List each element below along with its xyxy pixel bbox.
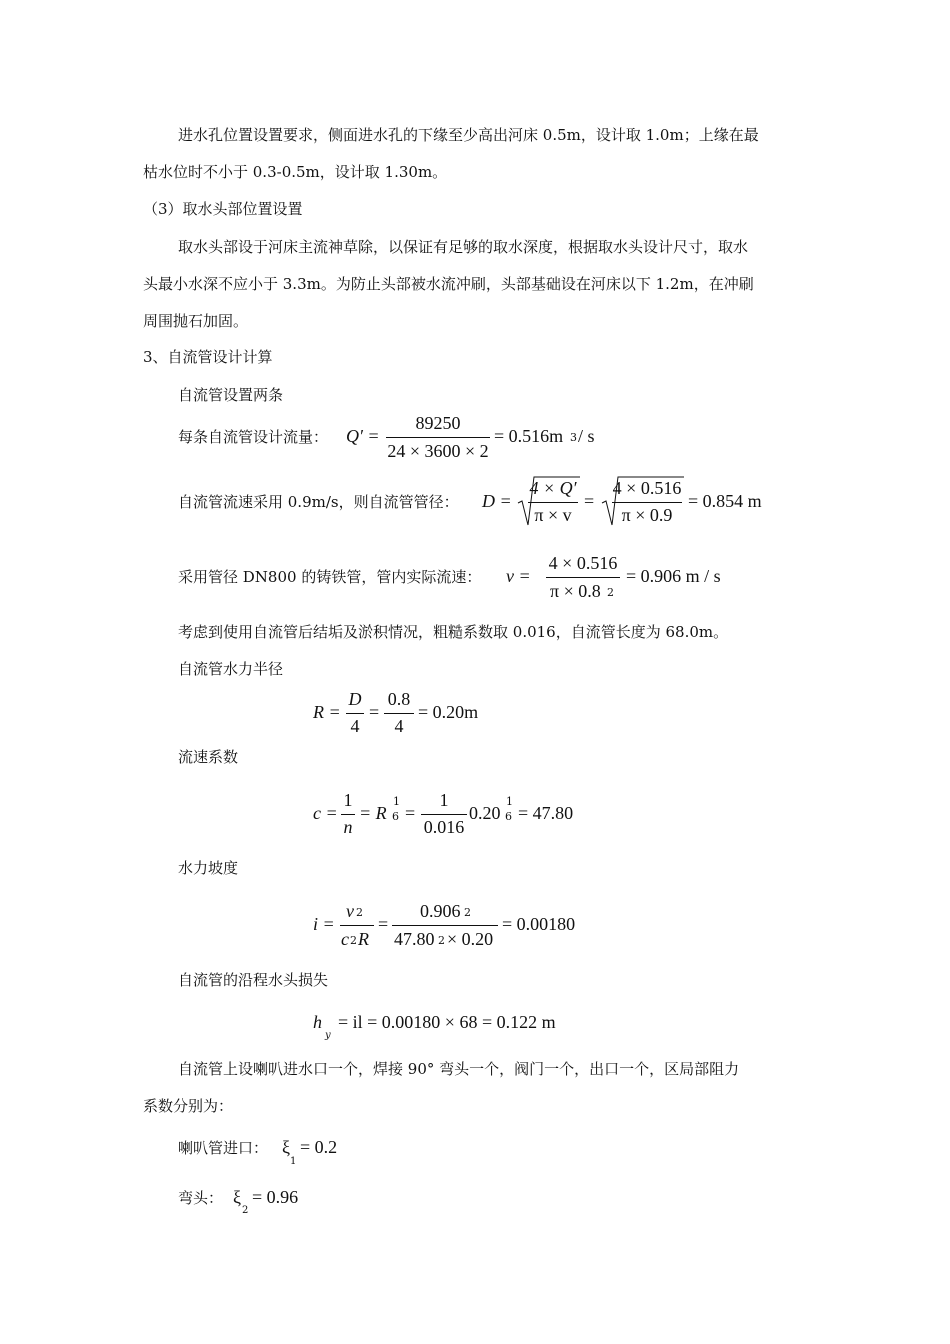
slope-bar-1	[340, 925, 374, 926]
para1-line1: 进水孔位置设置要求，侧面进水孔的下缘至少高出河床 0.5m，设计取 1.0m；上缘在最	[178, 126, 759, 144]
xi1-symbol: ξ	[282, 1137, 291, 1157]
slope-den1-tail: R	[358, 929, 369, 949]
coef-base2: 0.20	[469, 803, 501, 823]
radius-denominator-1: 4	[350, 716, 360, 736]
diameter-bar-1	[528, 502, 578, 503]
roughness-text: 考虑到使用自流管后结垢及淤积情况，粗糙系数取 0.016，自流管长度为 68.0m。	[178, 623, 729, 641]
flow-fraction-bar	[386, 437, 490, 438]
slope-lhs: i =	[313, 914, 335, 934]
xi1-subscript: 1	[290, 1156, 297, 1167]
diameter-rhs: = 0.854 m	[688, 491, 762, 511]
velocity-lhs: v =	[506, 566, 531, 586]
velocity-numerator: 4 × 0.516	[548, 553, 618, 573]
radius-numerator-1: D	[348, 689, 362, 709]
coef-numerator-1: 1	[343, 790, 353, 810]
coef-label: 流速系数	[178, 748, 239, 766]
slope-den1-exp: 2	[350, 934, 357, 947]
coef-eq2: =	[405, 803, 416, 823]
slope-label: 水力坡度	[178, 859, 239, 877]
local-loss-line1: 自流管上设喇叭进水口一个，焊接 90° 弯头一个，阀门一个，出口一个，区局部阻力	[178, 1060, 740, 1078]
section-title: 3、自流管设计计算	[143, 348, 273, 366]
radius-numerator-2: 0.8	[387, 689, 411, 709]
slope-numerator-1: v	[346, 901, 354, 921]
loss-rhs: = il = 0.00180 × 68 = 0.122 m	[338, 1012, 556, 1032]
para1-line2: 枯水位时不小于 0.3-0.5m，设计取 1.30m。	[143, 163, 448, 181]
coef-bar-2	[421, 814, 467, 815]
coef-denominator-1: n	[343, 817, 353, 837]
xi2-symbol: ξ	[233, 1187, 242, 1207]
xi2-value: = 0.96	[252, 1187, 299, 1207]
radius-lhs: R =	[313, 702, 341, 722]
coef-exp2-num: 1	[506, 795, 513, 808]
diameter-bar-2	[612, 502, 682, 503]
loss-label: 自流管的沿程水头损失	[178, 971, 329, 989]
slope-bar-2	[392, 925, 498, 926]
slope-den2-tail: × 0.20	[447, 929, 494, 949]
flow-numerator: 89250	[415, 413, 461, 433]
diameter-numerator-1: 4 × Q′	[529, 478, 577, 498]
slope-denominator-1: c	[341, 929, 349, 949]
flow-denominator: 24 × 3600 × 2	[387, 441, 489, 461]
para2-line1: 取水头部设于河床主流神草除，以保证有足够的取水深度，根据取水头设计尺寸，取水	[178, 238, 749, 256]
xi1-label: 喇叭管进口：	[178, 1139, 269, 1157]
velocity-denominator: π × 0.8	[550, 581, 601, 601]
diameter-numerator-2: 4 × 0.516	[612, 478, 682, 498]
velocity-rhs: = 0.906 m / s	[626, 566, 721, 586]
velocity-bar	[546, 577, 620, 578]
xi2-label: 弯头：	[178, 1189, 224, 1207]
loss-lhs-subscript: y	[325, 1030, 331, 1041]
coef-exp2-den: 6	[505, 810, 512, 823]
flow-rhs: = 0.516m	[494, 426, 564, 446]
velocity-den-exponent: 2	[607, 586, 614, 599]
coef-denominator-2: 0.016	[423, 817, 465, 837]
slope-eq2: =	[378, 914, 389, 934]
para2-line3: 周围抛石加固。	[143, 312, 249, 330]
diameter-denominator-1: π × v	[534, 505, 572, 525]
slope-num1-exp: 2	[356, 906, 363, 919]
coef-numerator-2: 1	[439, 790, 449, 810]
coef-mid: = R	[359, 803, 387, 823]
slope-rhs: = 0.00180	[502, 914, 576, 934]
slope-numerator-2: 0.906	[420, 901, 461, 921]
coef-lhs: c =	[313, 803, 338, 823]
coef-rhs: = 47.80	[518, 803, 574, 823]
radius-rhs: = 0.20m	[418, 702, 479, 722]
velocity-label: 采用管径 DN800 的铸铁管，管内实际流速：	[178, 568, 482, 586]
pipe-count-text: 自流管设置两条	[178, 386, 284, 404]
flow-unit-tail: / s	[578, 426, 595, 446]
diameter-denominator-2: π × 0.9	[621, 505, 673, 525]
radius-eq2: =	[369, 702, 380, 722]
diameter-lhs: D =	[482, 491, 512, 511]
para2-line2: 头最小水深不应小于 3.3m。为防止头部被水流冲刷，头部基础设在河床以下 1.2m，在冲刷	[143, 275, 754, 293]
local-loss-line2: 系数分别为：	[143, 1097, 234, 1115]
xi1-value: = 0.2	[300, 1137, 338, 1157]
radius-bar-1	[346, 713, 364, 714]
flow-lhs: Q′ =	[346, 426, 380, 446]
flow-label: 每条自流管设计流量：	[178, 428, 329, 446]
diameter-eq2: =	[584, 491, 595, 511]
coef-exp1-num: 1	[393, 795, 400, 808]
radius-denominator-2: 4	[394, 716, 404, 736]
coef-bar-1	[341, 814, 355, 815]
slope-num2-exp: 2	[464, 906, 471, 919]
xi2-subscript: 2	[242, 1205, 249, 1216]
flow-unit-exponent: 3	[570, 431, 577, 444]
radius-label: 自流管水力半径	[178, 660, 284, 678]
loss-lhs: h	[313, 1012, 322, 1032]
coef-exp1-den: 6	[392, 810, 399, 823]
slope-den2-exp: 2	[438, 934, 445, 947]
slope-denominator-2: 47.80	[394, 929, 435, 949]
radius-bar-2	[384, 713, 414, 714]
diameter-label: 自流管流速采用 0.9m/s，则自流管管径：	[178, 493, 459, 511]
heading-intake-position: （3）取水头部位置设置	[143, 200, 303, 218]
